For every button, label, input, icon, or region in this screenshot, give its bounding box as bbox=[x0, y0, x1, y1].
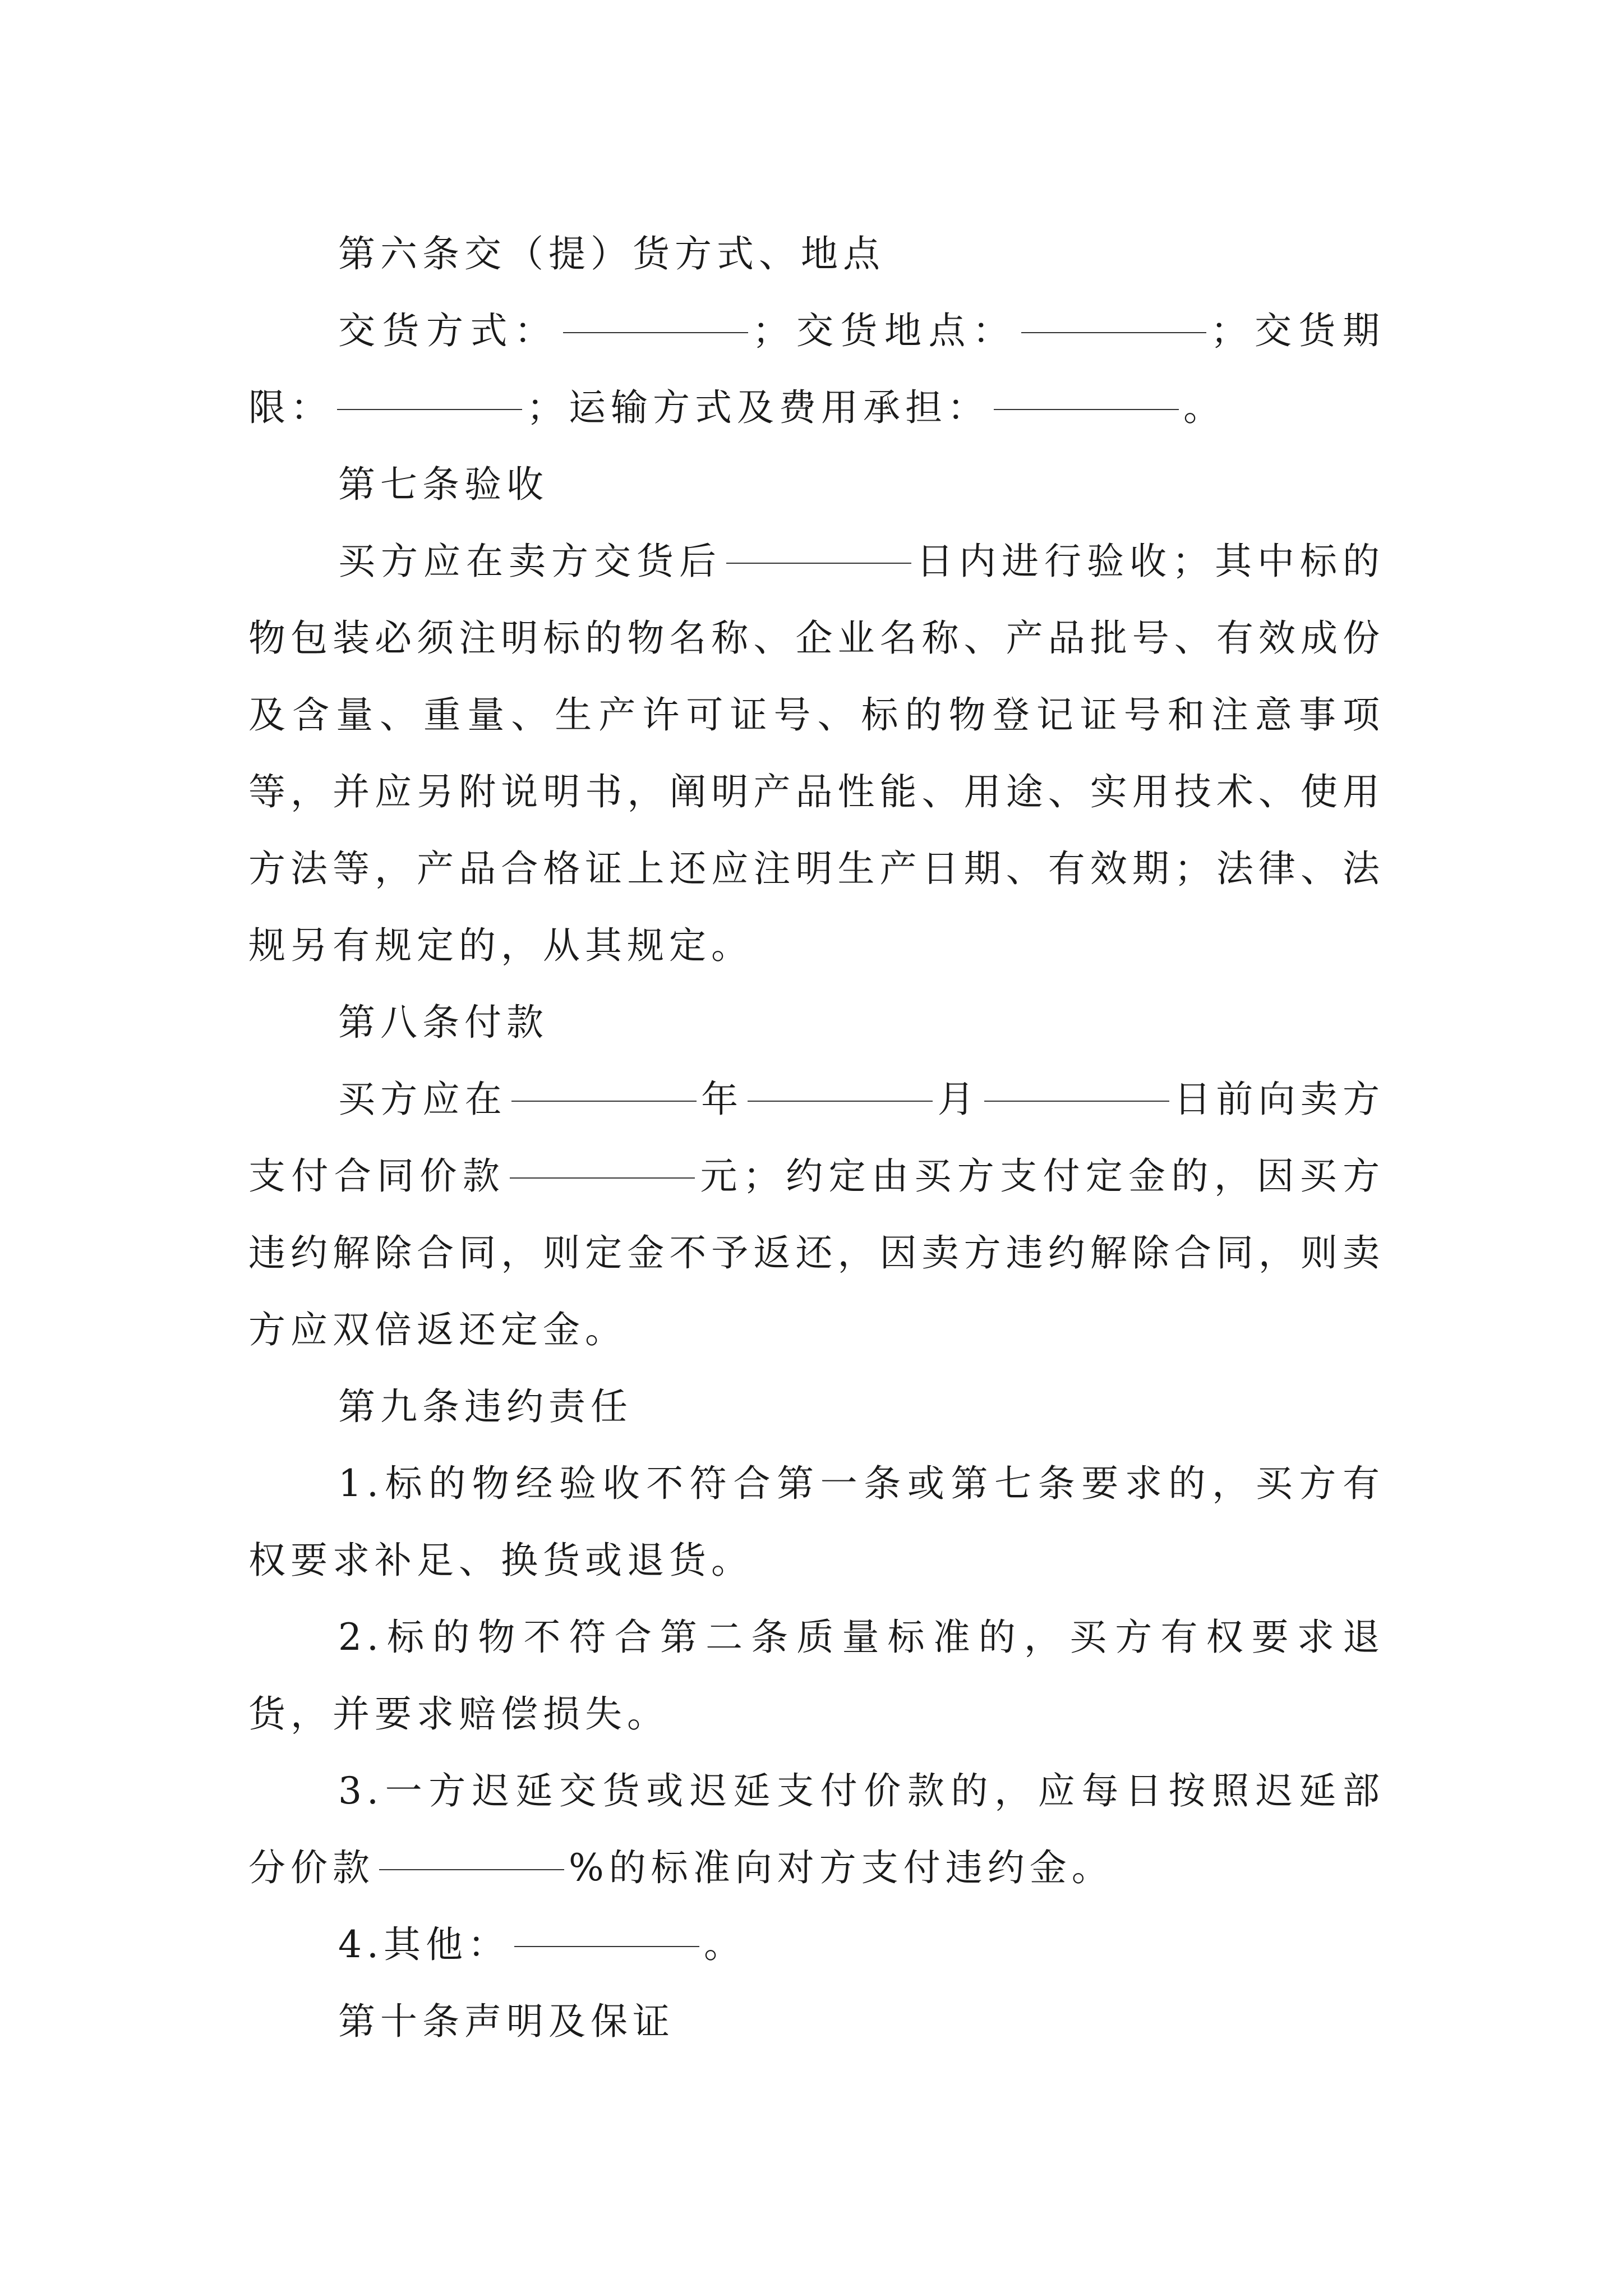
contract-page bbox=[248, 215, 1385, 2060]
contract-price-blank bbox=[510, 1177, 695, 1179]
article-9-heading: 第九条违约责任 bbox=[338, 1385, 633, 1428]
delivery-deadline-blank bbox=[337, 408, 522, 410]
text: 年 bbox=[700, 1078, 744, 1121]
text: ；交货期限： bbox=[248, 309, 1385, 429]
text: 买方应在卖方交货后 bbox=[338, 540, 722, 583]
penalty-rate-blank bbox=[379, 1869, 564, 1870]
text: 日内进行验收；其中标的物包装必须注明标的物名称、企业名称、产品批号、有效成份及含量、重量、生产许可证号、标的物登记证号和注意事项等，并应另附说明书，阐明产品性能、用途、实用技术、使用方法等，产品合格证上还应注明生产日期、有效期；法律、法规另有规定的，从其规定。 bbox=[248, 540, 1385, 967]
payment-month-blank bbox=[748, 1100, 933, 1102]
text: 。 bbox=[703, 1923, 746, 1966]
article-8-heading: 第八条付款 bbox=[338, 1001, 548, 1044]
text: %的标准向对方支付违约金。 bbox=[569, 1846, 1114, 1889]
delivery-method-blank bbox=[563, 332, 748, 333]
text: 月 bbox=[937, 1078, 980, 1121]
article-7-heading: 第七条验收 bbox=[338, 463, 548, 506]
text: 元；约定由买方支付定金的，因买方违约解除合同，则定金不予返还，因卖方违约解除合同，则卖方应双倍返还定金。 bbox=[248, 1154, 1385, 1351]
payment-year-blank bbox=[511, 1100, 697, 1102]
other-terms-blank bbox=[514, 1945, 699, 1947]
text: 日前向卖方支付合同价款 bbox=[248, 1078, 1385, 1198]
text: 4.其他： bbox=[338, 1923, 510, 1966]
text: ；运输方式及费用承担： bbox=[527, 386, 989, 429]
delivery-place-blank bbox=[1021, 332, 1206, 333]
article-9-item-3 bbox=[248, 1752, 1385, 1906]
text: 交货方式： bbox=[338, 309, 559, 352]
article-7-body bbox=[248, 523, 1385, 984]
text: 。 bbox=[1183, 386, 1225, 429]
text: 3.一方迟延交货或迟延支付价款的，应每日按照迟延部分价款 bbox=[248, 1769, 1385, 1889]
article-9-item-1: 1.标的物经验收不符合第一条或第七条要求的，买方有权要求补足、换货或退货。 bbox=[248, 1462, 1385, 1582]
text: 买方应在 bbox=[338, 1078, 507, 1121]
payment-day-blank bbox=[984, 1100, 1169, 1102]
article-6-heading: 第六条交（提）货方式、地点 bbox=[338, 232, 885, 275]
article-10-heading: 第十条声明及保证 bbox=[338, 2000, 675, 2043]
article-6-body bbox=[248, 292, 1385, 446]
transport-cost-blank bbox=[994, 408, 1179, 410]
text: ；交货地点： bbox=[752, 309, 1017, 352]
article-8-body bbox=[248, 1061, 1385, 1368]
article-9-item-2: 2.标的物不符合第二条质量标准的，买方有权要求退货，并要求赔偿损失。 bbox=[248, 1616, 1385, 1736]
article-9-item-4 bbox=[248, 1906, 1385, 1983]
inspection-days-blank bbox=[726, 562, 911, 564]
